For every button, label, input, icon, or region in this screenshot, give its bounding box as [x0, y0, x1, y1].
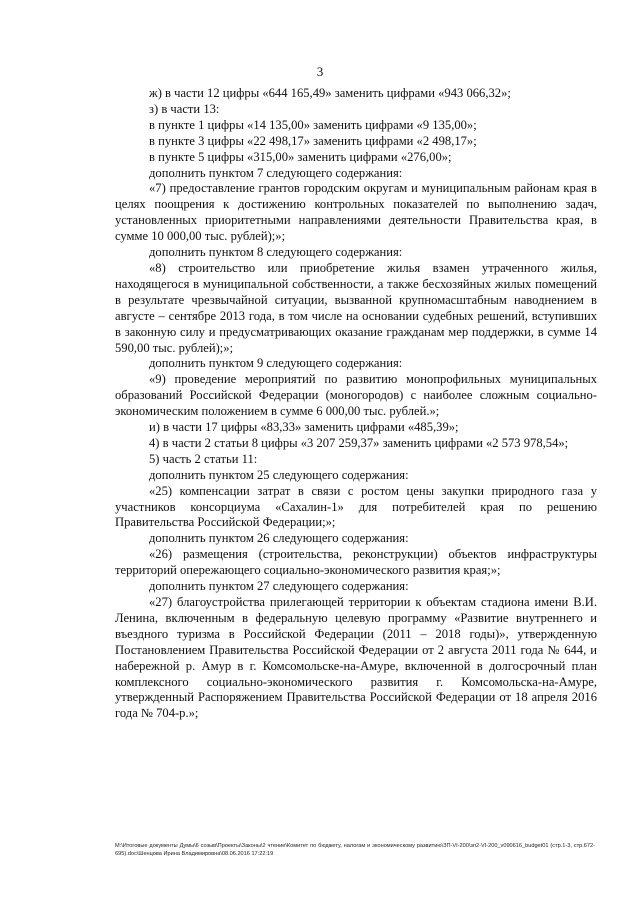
paragraph: «8) строительство или приобретение жилья взамен утраченного жилья, находящегося в муниципальной собственности, а также бесхозяйных жилых помещений в результате чрезвычайной ситуации, вызванной крупномасштабным наводнением в августе – сентябре 2013 года, в том числе на основании судебных решений, вступивших в законную силу и предусматривающих оказание гражданам мер поддержки, в сумме 14 590,00 тыс. рублей);»;: [115, 260, 597, 355]
paragraph: «26) размещения (строительства, реконструкции) объектов инфраструктуры территорий опережающего социально-экономического развития края;»;: [115, 547, 597, 578]
paragraph: 4) в части 2 статьи 8 цифры «3 207 259,37» заменить цифрами «2 573 978,54»;: [149, 435, 569, 450]
paragraph: дополнить пунктом 9 следующего содержания:: [149, 356, 403, 371]
paragraph: ж) в части 12 цифры «644 165,49» заменить цифрами «943 066,32»;: [149, 86, 511, 100]
paragraph: з) в части 13:: [149, 101, 220, 116]
paragraph: дополнить пунктом 26 следующего содержания:: [149, 531, 409, 546]
paragraph: «25) компенсации затрат в связи с ростом цены закупки природного газа у участников консорциума «Сахалин-1» для потребителей края по решению Правительства Российской Федерации;»;: [115, 483, 597, 530]
paragraph: дополнить пунктом 27 следующего содержания:: [149, 579, 409, 594]
paragraph: дополнить пунктом 8 следующего содержания:: [149, 245, 403, 260]
paragraph: дополнить пунктом 25 следующего содержания:: [149, 467, 409, 482]
paragraph: в пункте 5 цифры «315,00» заменить цифрами «276,00»;: [149, 149, 452, 164]
paragraph: 5) часть 2 статьи 11:: [149, 451, 258, 466]
paragraph: дополнить пунктом 7 следующего содержания:: [149, 165, 403, 180]
paragraph: и) в части 17 цифры «83,33» заменить цифрами «485,39»;: [149, 420, 459, 435]
paragraph: «7) предоставление грантов городским округам и муниципальным районам края в целях поощрения к достижению контрольных показателей по выполнению задач, установленных приоритетными направлениями деятельности Правительства края, в сумме 10 000,00 тыс. рублей);»;: [115, 181, 597, 244]
document-body: [115, 86, 597, 722]
paragraph: «27) благоустройства прилегающей территории к объектам стадиона имени В.И. Ленина, включенным в федеральную целевую программу «Развитие внутреннего и въездного туризма в Российской Федерации (2011 – 2018 годы)», утвержденную Постановлением Правительства Российской Федерации от 2 августа 2011 года № 644, и набережной р. Амур в г. Комсомольске-на-Амуре, включенной в долгосрочный план комплексного социально-экономического развития г. Комсомольска-на-Амуре, утвержденный Распоряжением Правительства Российской Федерации от 18 апреля 2016 года № 704-р.»;: [115, 595, 597, 721]
file-path-footer: M:\Итоговые документы Думы\6 созыв\Проекты\Законы\2 чтение\Комитет по бюджету, налогам и экономическому развитию\ЗП-VI-200\зп2-VI-200_v090616_budget01 (стр.1-3, стр.672-695).doc\Шенцова Ирина Владимировна\08.06.2016 17:22:19: [115, 843, 595, 857]
paragraph: в пункте 3 цифры «22 498,17» заменить цифрами «2 498,17»;: [149, 133, 477, 148]
paragraph: «9) проведение мероприятий по развитию монопрофильных муниципальных образований Российской Федерации (моногородов) с наиболее сложным социально-экономическим положением в сумме 6 000,00 тыс. рублей.»;: [115, 372, 597, 419]
page-number: 3: [316, 64, 324, 79]
paragraph: в пункте 1 цифры «14 135,00» заменить цифрами «9 135,00»;: [149, 117, 477, 132]
